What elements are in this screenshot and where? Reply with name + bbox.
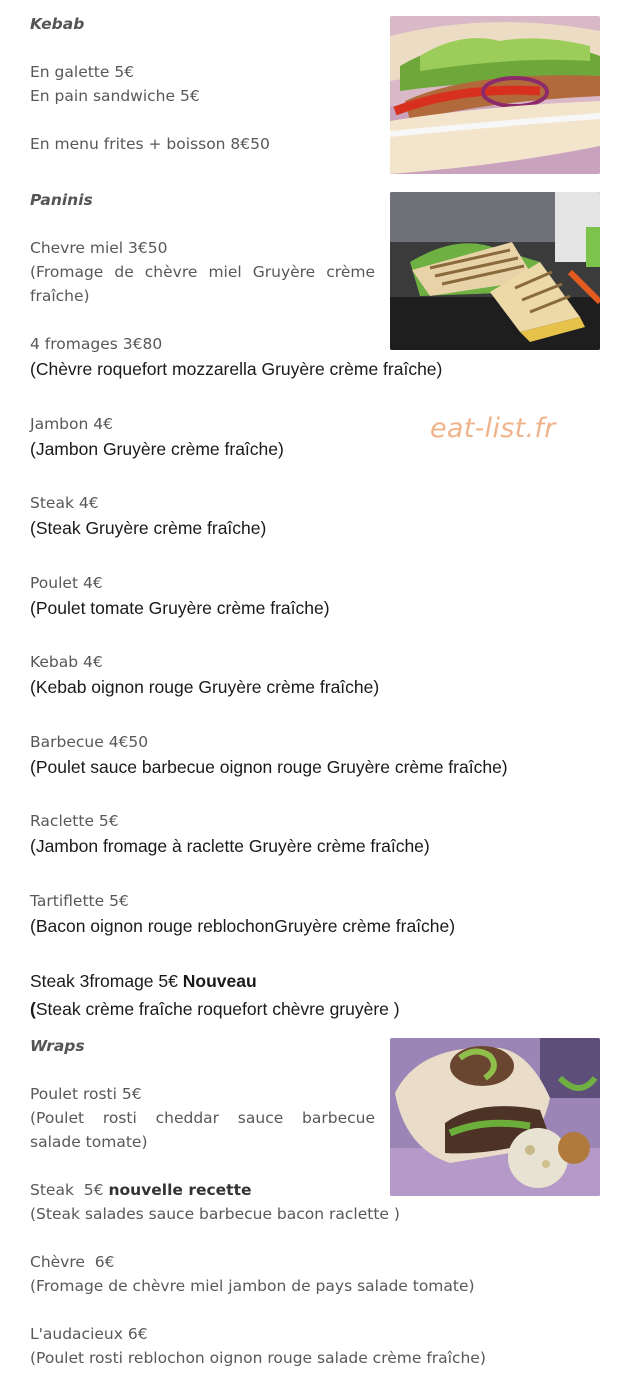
wrap-desc: (Poulet rosti reblochon oignon rouge salade crème fraîche) bbox=[30, 1349, 486, 1367]
panini-name: Steak 4€ bbox=[30, 494, 99, 512]
kebab-line-galette: En galette 5€ bbox=[30, 63, 135, 81]
panini-desc: (Poulet sauce barbecue oignon rouge Gruyère crème fraîche) bbox=[30, 757, 508, 777]
wrap-desc: (Steak salades sauce barbecue bacon raclette ) bbox=[30, 1205, 400, 1223]
panini-name: Tartiflette 5€ bbox=[30, 892, 129, 910]
panini-name: Chevre miel 3€50 bbox=[30, 239, 168, 257]
panini-desc: (Bacon oignon rouge reblochonGruyère crème fraîche) bbox=[30, 916, 456, 936]
kebab-line-pain: En pain sandwiche 5€ bbox=[30, 87, 200, 105]
wrap-name: Chèvre 6€ bbox=[30, 1253, 115, 1271]
panini-desc: (Poulet tomate Gruyère crème fraîche) bbox=[30, 598, 330, 618]
special-panini-name: Steak 3fromage 5€ bbox=[30, 971, 178, 991]
panini-name: 4 fromages 3€80 bbox=[30, 335, 163, 353]
wrap-photo bbox=[390, 1038, 600, 1196]
special-panini-desc-line bbox=[30, 997, 400, 1021]
panini-name: Jambon 4€ bbox=[30, 415, 113, 433]
panini-desc: (Fromage de chèvre miel Gruyère crème fraîche) bbox=[30, 263, 375, 305]
kebab-line-menu: En menu frites + boisson 8€50 bbox=[30, 135, 270, 153]
menu-content bbox=[30, 0, 600, 1393]
wrap-name-line bbox=[30, 1178, 252, 1202]
panini-desc: (Kebab oignon rouge Gruyère crème fraîche) bbox=[30, 677, 380, 697]
wrap-name: Poulet rosti 5€ bbox=[30, 1085, 142, 1103]
panini-name: Poulet 4€ bbox=[30, 574, 103, 592]
panini-desc: (Chèvre roquefort mozzarella Gruyère crème fraîche) bbox=[30, 359, 443, 379]
wrap-desc: (Poulet rosti cheddar sauce barbecue salade tomate) bbox=[30, 1109, 375, 1151]
paninis-heading: Paninis bbox=[30, 191, 93, 209]
nouvelle-recette-badge: nouvelle recette bbox=[108, 1181, 252, 1199]
wrap-name: Steak 5€ bbox=[30, 1181, 104, 1199]
watermark: eat-list.fr bbox=[430, 413, 556, 444]
panini-desc: (Jambon fromage à raclette Gruyère crème fraîche) bbox=[30, 836, 430, 856]
new-badge: Nouveau bbox=[182, 971, 257, 991]
panini-name: Kebab 4€ bbox=[30, 653, 103, 671]
special-open-paren: ( bbox=[30, 999, 36, 1019]
special-panini-title bbox=[30, 969, 257, 993]
panini-name: Barbecue 4€50 bbox=[30, 733, 149, 751]
panini-name: Raclette 5€ bbox=[30, 812, 119, 830]
kebab-sandwich-photo bbox=[390, 16, 600, 174]
kebab-heading: Kebab bbox=[30, 15, 85, 33]
special-panini-desc: Steak crème fraîche roquefort chèvre gruyère ) bbox=[35, 999, 400, 1019]
wraps-heading: Wraps bbox=[30, 1037, 85, 1055]
panini-desc: (Steak Gruyère crème fraîche) bbox=[30, 518, 267, 538]
wrap-desc: (Fromage de chèvre miel jambon de pays salade tomate) bbox=[30, 1277, 475, 1295]
panini-desc: (Jambon Gruyère crème fraîche) bbox=[30, 439, 284, 459]
panini-photo bbox=[390, 192, 600, 350]
wrap-name: L'audacieux 6€ bbox=[30, 1325, 148, 1343]
